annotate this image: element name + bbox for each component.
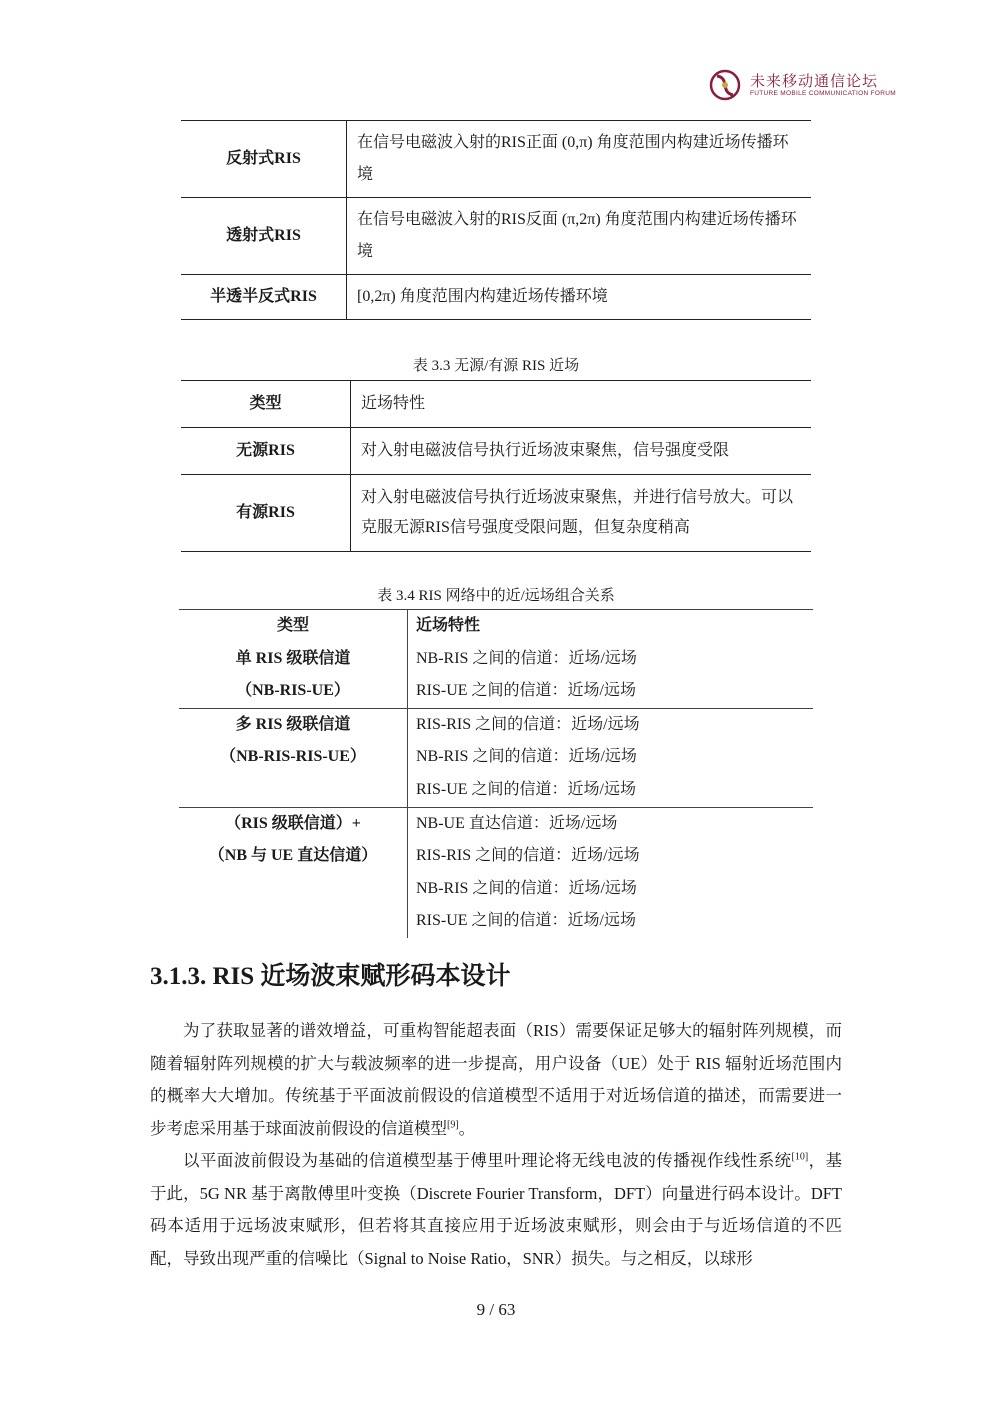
- table-row: [179, 807, 813, 938]
- type-cell: 反射式RIS: [181, 121, 347, 198]
- table-caption: 表 3.4 RIS 网络中的近/远场组合关系: [377, 588, 615, 604]
- type-line: （NB 与 UE 直达信道）: [208, 847, 378, 865]
- type-line: （NB-RIS-RIS-UE）: [220, 748, 366, 766]
- desc-cell: 对入射电磁波信号执行近场波束聚焦，并进行信号放大。可以克服无源RIS信号强度受限问题，但复杂度稍高: [351, 475, 812, 552]
- forum-logo: [708, 66, 896, 106]
- header-desc-cell: 近场特性: [351, 381, 812, 428]
- type-cell: 有源RIS: [181, 475, 351, 552]
- table-row: [181, 475, 811, 552]
- channel-item: NB-RIS 之间的信道：近场/远场: [416, 748, 637, 766]
- table-row: [181, 198, 811, 275]
- channel-item: RIS-RIS 之间的信道：近场/远场: [416, 847, 640, 865]
- page-number: 9 / 63: [476, 1300, 516, 1319]
- table-caption: 表 3.3 无源/有源 RIS 近场: [412, 358, 580, 374]
- paragraph-text: ，基于此，5G NR 基于离散傅里叶变换（Discrete Fourier Transform，DFT）向量进行码本设计。DFT 码本适用于远场波束赋形，但若将其直接应用于近场波束赋形，则会由于与近场信道的不匹配，导致出现严重的信噪比（Signal to Noise Ratio，SNR）损失。与之相反，以球形: [150, 1151, 843, 1268]
- paragraph-text: 。: [458, 1118, 476, 1138]
- type-cell: [179, 643, 408, 709]
- type-cell: 透射式RIS: [181, 198, 347, 275]
- header-type-cell: 类型: [179, 610, 408, 643]
- channel-item: NB-UE 直达信道：近场/远场: [416, 814, 618, 832]
- type-line: （NB-RIS-UE）: [236, 682, 350, 700]
- desc-cell: 在信号电磁波入射的RIS正面 (0,π) 角度范围内构建近场传播环境: [347, 121, 812, 198]
- type-cell: 无源RIS: [181, 428, 351, 475]
- type-cell: 半透半反式RIS: [181, 275, 347, 320]
- citation-ref[interactable]: [9]: [447, 1119, 459, 1130]
- type-line: （RIS 级联信道）+: [225, 814, 361, 832]
- channels-cell: [408, 807, 814, 938]
- desc-cell: 对入射电磁波信号执行近场波束聚焦，信号强度受限: [351, 428, 812, 475]
- near-far-field-combination-table: [179, 609, 813, 938]
- channel-item: RIS-UE 之间的信道：近场/远场: [416, 780, 637, 798]
- channel-item: RIS-UE 之间的信道：近场/远场: [416, 912, 637, 930]
- paragraph-text: 以平面波前假设为基础的信道模型基于傅里叶理论将无线电波的传播视作线性系统: [183, 1151, 792, 1170]
- logo-english-text: FUTURE MOBILE COMMUNICATION FORUM: [750, 90, 896, 97]
- forum-logo-icon: [708, 68, 742, 102]
- ris-type-table: [181, 120, 811, 320]
- type-cell: [179, 807, 408, 938]
- table-header-row: [181, 381, 811, 428]
- table-header-row: [179, 610, 813, 643]
- header-type-cell: 类型: [181, 381, 351, 428]
- channel-item: NB-RIS 之间的信道：近场/远场: [416, 879, 637, 897]
- channel-item: NB-RIS 之间的信道：近场/远场: [416, 649, 637, 667]
- desc-cell: 在信号电磁波入射的RIS反面 (π,2π) 角度范围内构建近场传播环境: [347, 198, 812, 275]
- table-row: [179, 708, 813, 807]
- body-paragraph: [150, 1145, 842, 1275]
- channel-item: RIS-UE 之间的信道：近场/远场: [416, 682, 637, 700]
- paragraph-text: 为了获取显著的谱效增益，可重构智能超表面（RIS）需要保证足够大的辐射阵列规模，而随着辐射阵列规模的扩大与载波频率的进一步提高，用户设备（UE）处于 RIS 辐射近场范围内的概率大大增加。传统基于平面波前假设的信道模型不适用于对近场信道的描述，而需要进一步考虑采用基于球面波前假设的信道模型: [150, 1021, 842, 1138]
- body-paragraph: [150, 1015, 842, 1145]
- header-desc-cell: 近场特性: [416, 617, 481, 634]
- desc-cell: [0,2π) 角度范围内构建近场传播环境: [347, 275, 812, 320]
- table-row: [179, 643, 813, 709]
- table-row: [181, 275, 811, 320]
- type-line: 多 RIS 级联信道: [235, 715, 351, 733]
- type-cell: [179, 708, 408, 807]
- type-line: 单 RIS 级联信道: [235, 649, 351, 667]
- logo-chinese-text: 未来移动通信论坛: [750, 72, 879, 90]
- citation-ref[interactable]: [10]: [791, 1151, 809, 1163]
- channels-cell: [408, 643, 814, 709]
- passive-active-ris-table: [181, 380, 811, 552]
- table-row: [181, 121, 811, 198]
- table-row: [181, 428, 811, 475]
- section-heading: 3.1.3. RIS 近场波束赋形码本设计: [150, 963, 511, 990]
- channel-item: RIS-RIS 之间的信道：近场/远场: [416, 715, 640, 733]
- channels-cell: [408, 708, 814, 807]
